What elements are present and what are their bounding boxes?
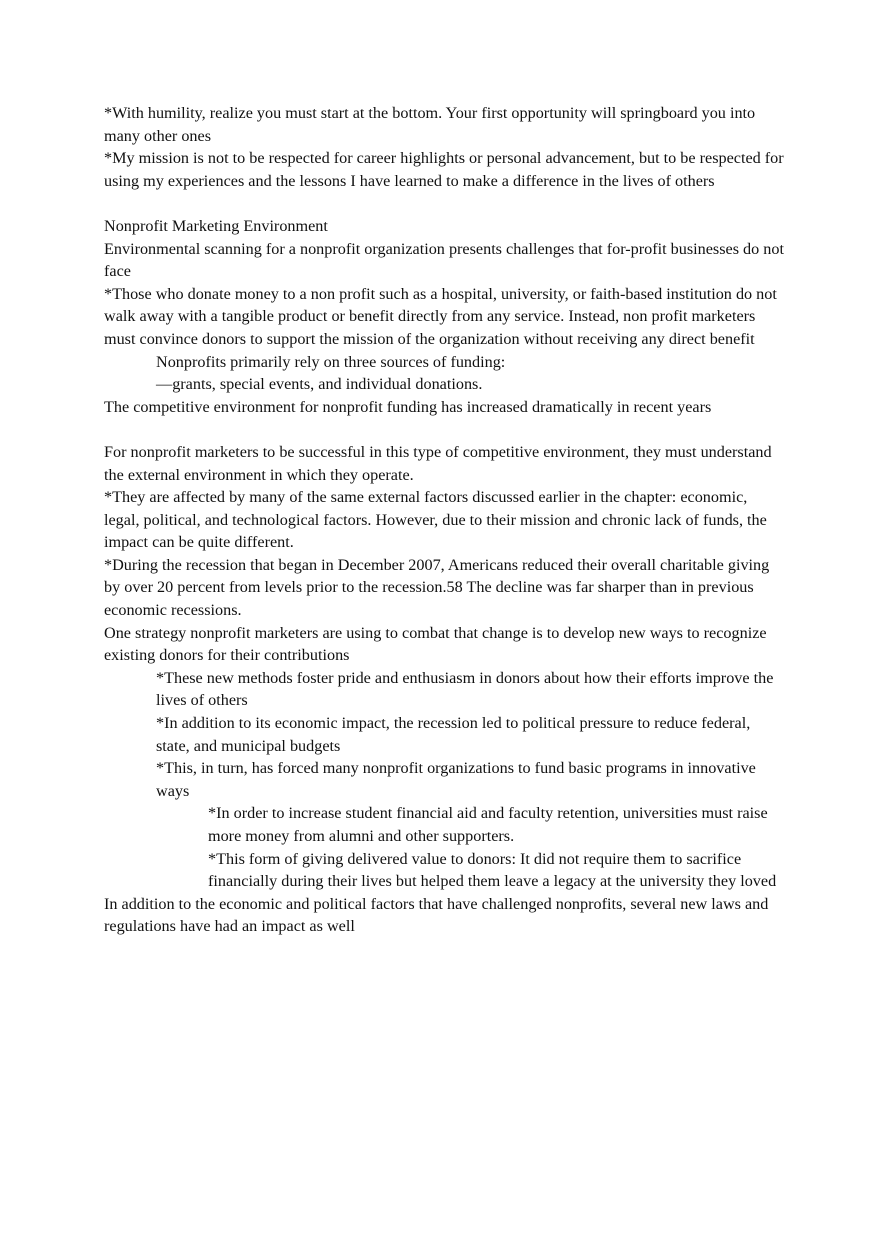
paragraph-environmental-scanning: Environmental scanning for a nonprofit organization presents challenges that for-profit businesses do not face <box>104 239 784 281</box>
paragraph-laws-regulations: In addition to the economic and political factors that have challenged nonprofits, several new laws and regulations have had an impact as well <box>104 894 769 936</box>
paragraph-donors: *Those who donate money to a non profit such as a hospital, university, or faith-based institution do not walk away with a tangible product or benefit directly from any service. Instead, non profit marketers must convince donors to support the mission of the organization without receiving any direct benefit <box>104 284 777 348</box>
section-heading: Nonprofit Marketing Environment <box>104 216 328 235</box>
paragraph-innovative-ways: *This, in turn, has forced many nonprofit organizations to fund basic programs in innovative ways <box>156 759 756 800</box>
paragraph-political-pressure: *In addition to its economic impact, the recession led to political pressure to reduce federal, state, and municipal budgets <box>156 714 751 755</box>
paragraph-mission: *My mission is not to be respected for career highlights or personal advancement, but to be respected for using my experiences and the lessons I have learned to make a difference in the lives of others <box>104 149 784 190</box>
paragraph-recession: *During the recession that began in December 2007, Americans reduced their overall charitable giving by over 20 percent from levels prior to the recession.58 The decline was far sharper than in previous economic recessions. <box>104 555 770 620</box>
paragraph-external-factors: *They are affected by many of the same external factors discussed earlier in the chapter: economic, legal, political, and technological factors. However, due to their mission and chronic lack of funds, the impact can be quite different. <box>104 488 767 552</box>
document-page <box>104 102 784 938</box>
paragraph-universities: *In order to increase student financial aid and faculty retention, universities must raise more money from alumni and other supporters. <box>208 804 768 845</box>
paragraph-spacer <box>104 418 784 441</box>
paragraph-spacer <box>104 192 784 215</box>
paragraph-external-environment: For nonprofit marketers to be successful in this type of competitive environment, they must understand the external environment in which they operate. <box>104 442 772 484</box>
paragraph-legacy-giving: *This form of giving delivered value to donors: It did not require them to sacrifice financially during their lives but helped them leave a legacy at the university they loved <box>208 849 777 891</box>
paragraph-humility: *With humility, realize you must start at the bottom. Your first opportunity will springboard you into many other ones <box>104 104 756 145</box>
paragraph-funding-list: —grants, special events, and individual donations. <box>156 375 483 394</box>
paragraph-competitive-environment: The competitive environment for nonprofit funding has increased dramatically in recent years <box>104 397 712 416</box>
paragraph-strategy: One strategy nonprofit marketers are using to combat that change is to develop new ways to recognize existing donors for their contributions <box>104 623 767 665</box>
paragraph-funding-sources: Nonprofits primarily rely on three sources of funding: <box>156 352 506 371</box>
paragraph-new-methods: *These new methods foster pride and enthusiasm in donors about how their efforts improve the lives of others <box>156 668 774 710</box>
